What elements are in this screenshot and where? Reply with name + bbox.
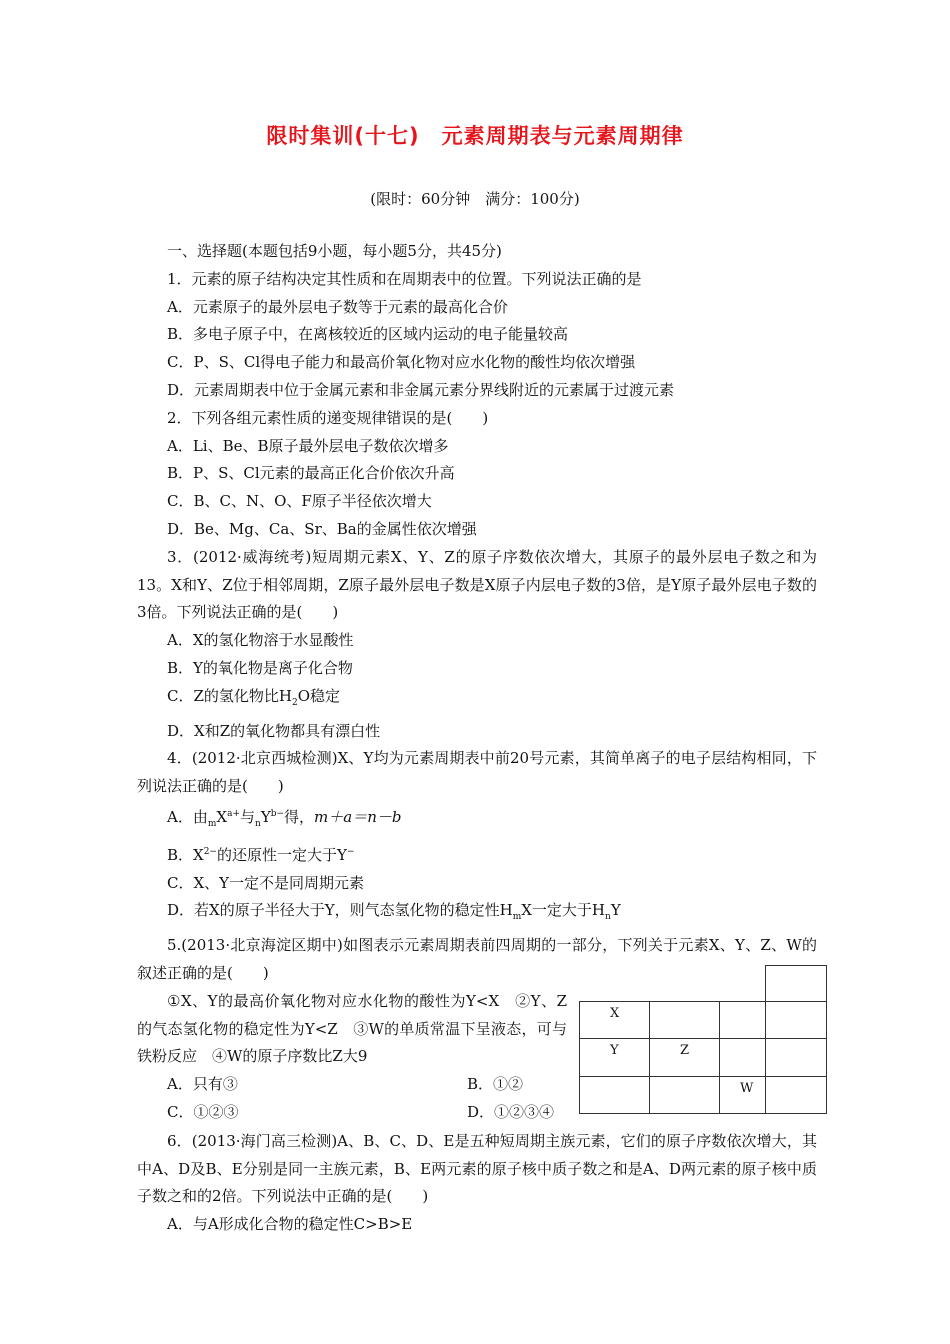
table-cell — [719, 1038, 766, 1077]
q3-option-c — [137, 683, 817, 718]
q5-option-a: A．只有③ — [167, 1074, 238, 1093]
q4-b-charge-x: 2− — [203, 846, 217, 857]
table-cell — [649, 1076, 720, 1114]
q4-b-text-1: B．X — [167, 845, 204, 864]
q4-a-x: X — [216, 807, 228, 826]
q2-option-d: D．Be、Mg、Ca、Sr、Ba的金属性依次增强 — [167, 519, 477, 538]
q4-d-text-2: X一定大于H — [521, 901, 606, 920]
table-cell — [719, 1001, 766, 1039]
q5-option-b: B．①② — [467, 1074, 524, 1093]
table-cell-x — [579, 1001, 650, 1039]
q5-option-c: C．①②③ — [167, 1102, 239, 1121]
q2-option-a: A．Li、Be、B原子最外层电子数依次增多 — [167, 436, 449, 455]
q4-option-b — [137, 839, 817, 870]
q4-option-a — [137, 801, 817, 839]
table-cell-y — [579, 1038, 650, 1077]
q4-a-charge-y: b− — [270, 808, 285, 819]
q1-option-b: B．多电子原子中，在离核较近的区域内运动的电子能量较高 — [167, 325, 569, 344]
q3-option-b: B．Y的氧化物是离子化合物 — [167, 658, 353, 677]
q4-a-charge-x: a+ — [227, 808, 240, 819]
section-heading: 一、选择题(本题包括9小题，每小题5分，共45分) — [167, 242, 502, 260]
question-content — [137, 238, 817, 1239]
q3-c-text-1: C．Z的氢化物比H — [167, 686, 292, 705]
q2-option-c: C．B、C、N、O、F原子半径依次增大 — [167, 492, 432, 511]
periodic-table-fragment — [579, 965, 827, 1114]
table-cell — [765, 1001, 827, 1039]
table-cell — [579, 1076, 650, 1114]
q4-option-d — [137, 897, 817, 932]
cell-label-w: W — [740, 1080, 754, 1096]
q3-c-text-2: O稳定 — [297, 686, 341, 705]
q5-option-d: D．①②③④ — [467, 1102, 555, 1121]
time-score-info: (限时：60分钟 满分：100分) — [370, 190, 580, 208]
table-cell-w — [719, 1076, 766, 1114]
q2-stem: 2．下列各组元素性质的递变规律错误的是( ) — [167, 408, 489, 427]
table-cell-z — [649, 1038, 720, 1077]
table-cell — [649, 1001, 720, 1039]
cell-label-y: Y — [610, 1042, 619, 1058]
q4-a-text-3: 得， — [284, 807, 315, 826]
q3-c-subscript: 2 — [291, 697, 298, 708]
q1-option-c: C．P、S、Cl得电子能力和最高价氧化物对应水化物的酸性均依次增强 — [167, 353, 636, 372]
q2-option-b: B．P、S、Cl元素的最高正化合价依次升高 — [167, 464, 455, 483]
table-cell — [765, 965, 827, 1002]
q3-stem: 3．(2012·威海统考)短周期元素X、Y、Z的原子序数依次增大，其原子的最外层电子数之和为13。X和Y、Z位于相邻周期，Z原子最外层电子数是X原子内层电子数的3倍，是Y原子最外层电子数的3倍。下列说法正确的是( ) — [137, 547, 817, 622]
q5-statements: ①X、Y的最高价氧化物对应水化物的酸性为Y<X ②Y、Z的气态氢化物的稳定性为Y<Z ③W的单质常温下呈液态，可与铁粉反应 ④W的原子序数比Z大9 — [137, 991, 567, 1066]
cell-label-x: X — [610, 1005, 620, 1021]
q4-a-text-1: A．由 — [167, 807, 208, 826]
q1-option-d: D．元素周期表中位于金属元素和非金属元素分界线附近的元素属于过渡元素 — [167, 380, 675, 399]
q4-d-text-1: D．若X的原子半径大于Y，则气态氢化物的稳定性H — [167, 901, 513, 920]
q1-option-a: A．元素原子的最外层电子数等于元素的最高化合价 — [167, 297, 508, 316]
q4-b-text-2: 的还原性一定大于Y — [216, 845, 347, 864]
q4-a-text-2: 与 — [240, 807, 256, 826]
table-cell — [765, 1076, 827, 1114]
q5-stem: 5.(2013·北京海淀区期中)如图表示元素周期表前四周期的一部分，下列关于元素X、Y、Z、W的叙述正确的是( ) — [137, 936, 817, 982]
q1-stem: 1．元素的原子结构决定其性质和在周期表中的位置。下列说法正确的是 — [167, 269, 642, 288]
cell-label-z: Z — [680, 1042, 690, 1058]
q3-option-a: A．X的氢化物溶于水显酸性 — [167, 631, 354, 650]
q4-d-text-3: Y — [610, 901, 621, 920]
q4-stem: 4．(2012·北京西城检测)X、Y均为元素周期表中前20号元素，其简单离子的电子层结构相同，下列说法正确的是( ) — [137, 749, 817, 796]
q6-stem: 6．(2013·海门高三检测)A、B、C、D、E是五种短周期主族元素，它们的原子序数依次增大，其中A、D及B、E分别是同一主族元素，B、E两元素的原子核中质子数之和是A、D两元素的原子核中质子数之和的2倍。下列说法中正确的是( ) — [137, 1131, 817, 1206]
q4-d-sub-n: n — [605, 912, 611, 923]
q5-body — [137, 988, 817, 1128]
q4-a-m: m — [207, 818, 217, 829]
q4-d-sub-m: m — [512, 912, 522, 923]
table-cell — [765, 1038, 827, 1077]
q4-b-charge-y: − — [346, 846, 355, 857]
q6-option-a: A．与A形成化合物的稳定性C>B>E — [167, 1215, 413, 1234]
page-title: 限时集训(十七) 元素周期表与元素周期律 — [266, 124, 684, 148]
q3-option-d: D．X和Z的氧化物都具有漂白性 — [167, 721, 381, 740]
q4-a-y: Y — [260, 807, 271, 826]
q4-option-c: C．X、Y一定不是同周期元素 — [167, 873, 365, 892]
q4-a-equation: m＋a＝n－b — [314, 807, 402, 826]
q4-a-n: n — [255, 818, 261, 829]
